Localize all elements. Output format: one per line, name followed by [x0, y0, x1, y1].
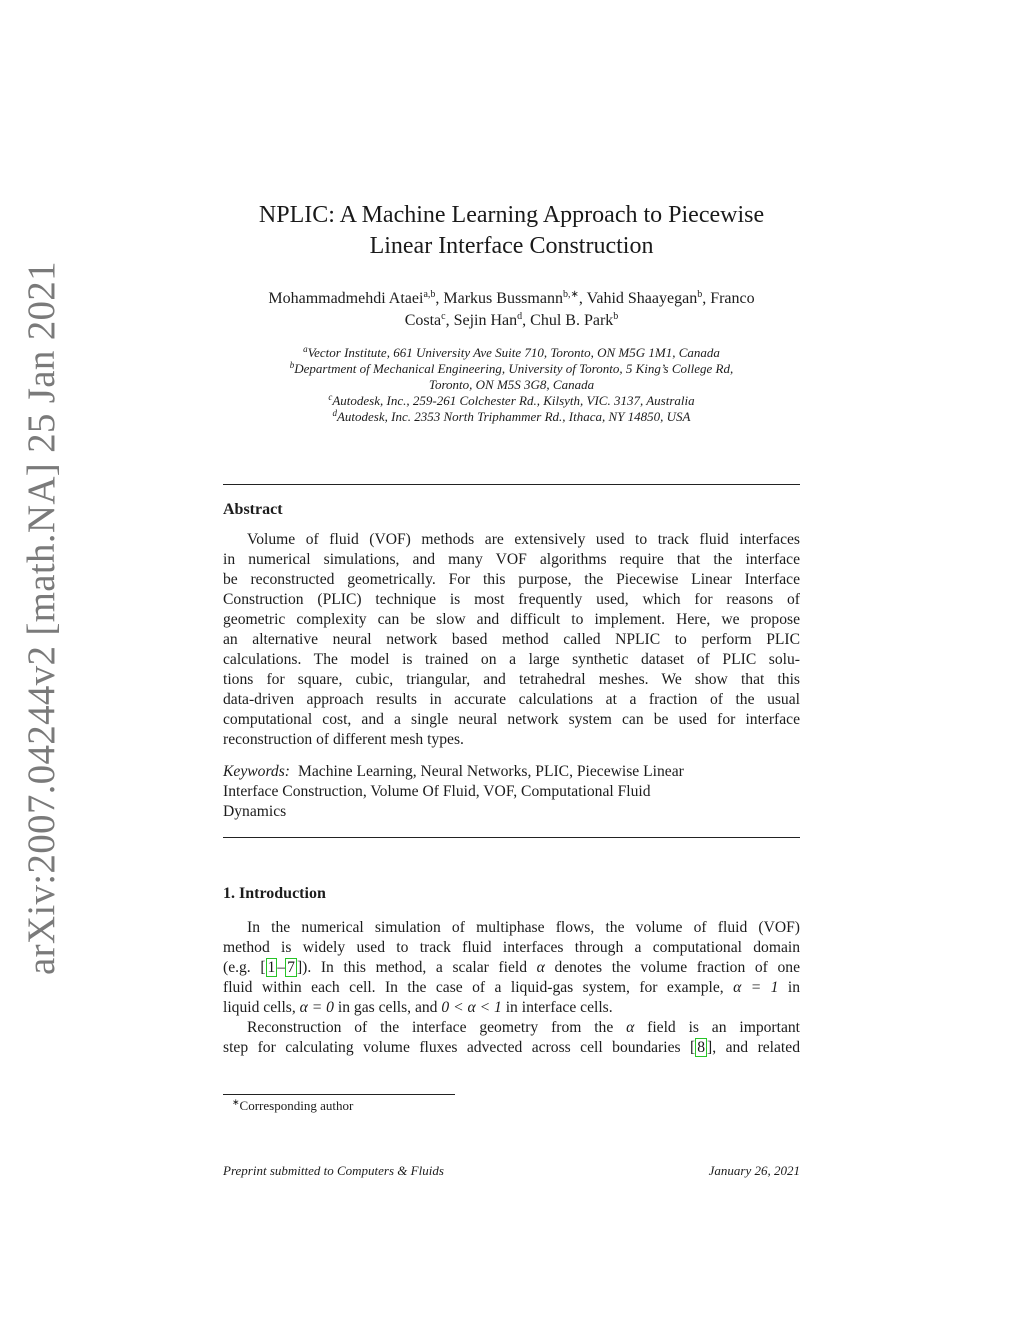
affiliation-text: Autodesk, Inc., 259-261 Colchester Rd., Kilsyth, VIC. 3137, Australia — [332, 393, 695, 408]
affiliation-text: Department of Mechanical Engineering, University of Toronto, 5 King’s College Rd, — [294, 361, 734, 376]
abstract-line: tions for square, cubic, triangular, and tetrahedral meshes. We show that this — [223, 671, 800, 688]
abstract-heading: Abstract — [223, 501, 283, 518]
footer-journal: Preprint submitted to Computers & Fluids — [223, 1163, 444, 1178]
author-affil-sup: b — [613, 311, 619, 322]
author-affil-sup: d — [517, 311, 523, 322]
math-expression: α = 1 — [733, 979, 779, 996]
abstract-line: geometric complexity can be slow and difficult to implement. Here, we propose — [223, 611, 800, 628]
abstract-line: data-driven approach results in accurate calculations at a fraction of the usual — [223, 691, 800, 708]
abstract-line: be reconstructed geometrically. For this purpose, the Piecewise Linear Interface — [223, 571, 800, 588]
author-name: Chul B. Park — [530, 312, 614, 329]
citation-link[interactable]: 1 — [267, 959, 276, 976]
intro-text: Reconstruction of the interface geometry from the — [247, 1019, 627, 1036]
author-name: Markus Bussmann — [443, 290, 563, 307]
keywords-line — [223, 762, 800, 782]
author-list — [223, 288, 800, 332]
abstract-line: in numerical simulations, and many VOF algorithms require that the interface — [223, 551, 800, 568]
author-affil-sup: c — [441, 311, 446, 322]
affiliation — [223, 409, 800, 425]
math-expression: 0 < α < 1 — [441, 999, 502, 1016]
section-heading-introduction: 1. Introduction — [223, 885, 326, 902]
abstract-line: calculations. The model is trained on a large synthetic dataset of PLIC solu- — [223, 651, 800, 668]
affiliation — [223, 393, 800, 409]
affiliation — [223, 345, 800, 361]
intro-text: denotes the volume fraction of one — [544, 959, 801, 976]
citation-dash: – — [277, 959, 286, 976]
title-line-1: NPLIC: A Machine Learning Approach to Piecewise — [258, 202, 765, 228]
intro-text: ). In this method, a scalar field — [302, 959, 537, 976]
footer-date: January 26, 2021 — [708, 1163, 800, 1178]
author-name: Vahid Shaayegan — [586, 290, 698, 307]
author-line-1: Mohammadmehdi Ataei$^{a,b}$, Markus Bussmann$^{b,∗}$, Vahid Shaayegan$^b$, Franco — [268, 289, 755, 307]
affiliation-sup: b — [289, 360, 295, 370]
author-line-2: Costa$^c$, Sejin Han$^d$, Chul B. Park$^b$ — [404, 311, 619, 329]
paper-title — [223, 200, 800, 262]
intro-line: (e.g. [ 1 – 7 ]). In this method, a scalar field α denotes the volume fraction of one — [223, 959, 801, 976]
intro-line — [223, 978, 800, 998]
keywords-line: Interface Construction, Volume Of Fluid, VOF, Computational Fluid — [223, 783, 651, 800]
author-name: Mohammadmehdi Ataei — [268, 290, 424, 307]
abstract-line: Construction (PLIC) technique is most frequently used, which for reasons of — [223, 591, 800, 608]
affiliation — [223, 377, 800, 393]
arxiv-identifier: arXiv:2007.04244v2 [math.NA] 25 Jan 2021 — [20, 261, 63, 975]
keywords-label: Keywords: — [223, 763, 290, 780]
affiliation-sup: a — [303, 344, 308, 354]
math-symbol: α — [626, 1019, 635, 1036]
affiliation — [223, 361, 800, 377]
footnote-text: Corresponding author — [239, 1098, 354, 1113]
math-expression: α = 0 — [299, 999, 334, 1016]
affiliation-sup: d — [332, 408, 337, 418]
intro-text: in gas cells, and — [333, 999, 442, 1016]
intro-text: in — [778, 979, 800, 996]
intro-text: in interface cells. — [501, 999, 613, 1016]
intro-line — [223, 1018, 800, 1038]
abstract-line: an alternative neural network based method called NPLIC to perform PLIC — [223, 631, 800, 648]
affiliation-sup: c — [328, 392, 333, 402]
intro-line: method is widely used to track fluid interfaces through a computational domain — [223, 939, 800, 956]
keywords — [223, 762, 800, 822]
keywords-line: Dynamics — [223, 803, 287, 820]
author-name: Franco — [710, 290, 755, 307]
author-affil-sup: b — [697, 289, 703, 300]
intro-text: fluid within each cell. In the case of a liquid-gas system, for example, — [223, 979, 734, 996]
author-affil-sup: a,b — [423, 289, 436, 300]
abstract-line: computational cost, and a single neural network system can be used for interface — [223, 711, 800, 728]
intro-line: In the numerical simulation of multiphase flows, the volume of fluid (VOF) — [247, 919, 800, 936]
introduction-body — [223, 918, 800, 1058]
affiliation-text: Vector Institute, 661 University Ave Suite 710, Toronto, ON M5G 1M1, Canada — [307, 345, 720, 360]
intro-text: field is an important — [634, 1019, 800, 1036]
author-name: Sejin Han — [453, 312, 518, 329]
footnote-mark: ∗ — [232, 1097, 240, 1107]
affiliation-text: Toronto, ON M5S 3G8, Canada — [428, 377, 595, 392]
abstract-line: Volume of fluid (VOF) methods are extensively used to track fluid interfaces — [247, 531, 800, 548]
affiliation-list — [223, 345, 800, 425]
intro-text: step for calculating volume fluxes advected across cell boundaries — [223, 1039, 691, 1056]
title-line-2: Linear Interface Construction — [369, 233, 654, 259]
intro-text: (e.g. — [223, 959, 261, 976]
footnote — [232, 1097, 353, 1115]
affiliation-text: Autodesk, Inc. 2353 North Triphammer Rd., Ithaca, NY 14850, USA — [336, 409, 691, 424]
math-symbol: α — [536, 959, 545, 976]
abstract-bottom-rule — [223, 837, 800, 838]
intro-line: step for calculating volume fluxes advected across cell boundaries [ 8 ], and related — [223, 1039, 800, 1056]
intro-line — [223, 998, 800, 1018]
intro-text: , and related — [712, 1039, 800, 1056]
abstract-top-rule — [223, 484, 800, 485]
intro-text: liquid cells, — [223, 999, 300, 1016]
citation-link[interactable]: 7 — [287, 959, 295, 976]
citation-link[interactable]: 8 — [697, 1039, 706, 1056]
keywords-text: Machine Learning, Neural Networks, PLIC, Piecewise Linear — [298, 763, 684, 780]
author-name: Costa — [404, 312, 442, 329]
abstract-body — [223, 530, 800, 750]
author-affil-sup: b,∗ — [562, 289, 579, 300]
footnote-rule — [223, 1094, 455, 1095]
abstract-line: reconstruction of different mesh types. — [223, 731, 464, 748]
